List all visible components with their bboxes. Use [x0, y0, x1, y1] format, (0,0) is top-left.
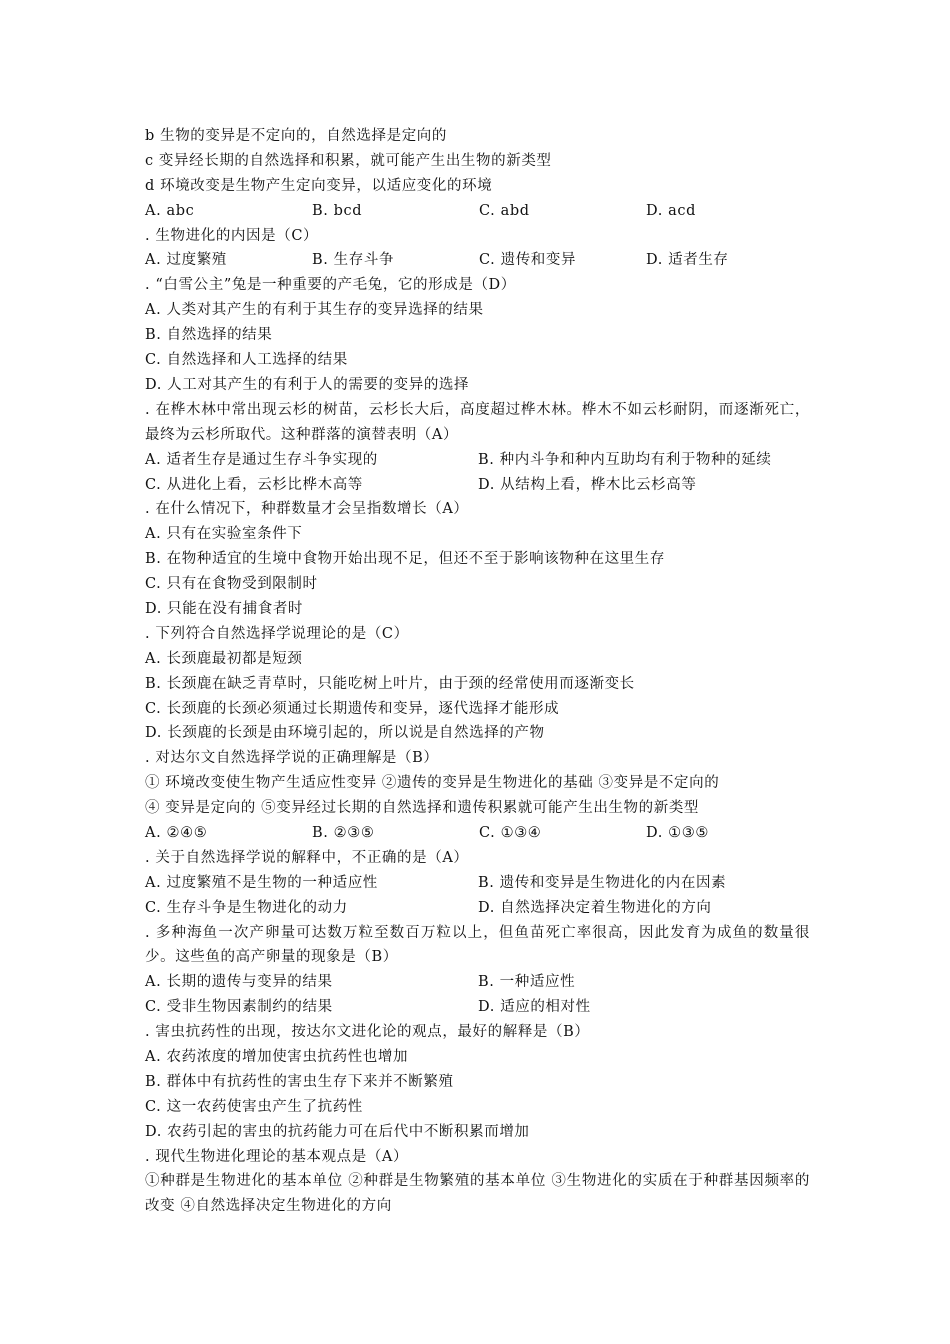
option-item: D. acd	[646, 202, 696, 219]
option-item: A. ②④⑤	[145, 824, 208, 841]
option-item: D. 适者生存	[646, 252, 729, 269]
text-line: C. 只有在食物受到限制时	[145, 576, 318, 593]
text-line: . 对达尔文自然选择学说的正确理解是（B）	[145, 750, 439, 767]
option-item: C. 从进化上看，云杉比桦木高等	[145, 476, 363, 493]
text-line: B. 自然选择的结果	[145, 327, 273, 344]
option-item: D. ①③⑤	[646, 824, 709, 841]
option-item: C. abd	[479, 202, 530, 219]
text-line: . 下列符合自然选择学说理论的是（C）	[145, 625, 409, 642]
text-line: ① 环境改变使生物产生适应性变异 ②遗传的变异是生物进化的基础 ③变异是不定向的	[145, 775, 720, 792]
option-item: C. 生存斗争是生物进化的动力	[145, 899, 348, 916]
option-item: A. 适者生存是通过生存斗争实现的	[145, 451, 378, 468]
text-line: A. 农药浓度的增加使害虫抗药性也增加	[145, 1049, 409, 1066]
text-line: C. 长颈鹿的长颈必须通过长期遗传和变异，逐代选择才能形成	[145, 700, 560, 717]
option-item: B. 遗传和变异是生物进化的内在因素	[478, 874, 727, 891]
text-line: d 环境改变是生物产生定向变异，以适应变化的环境	[145, 177, 493, 194]
option-item: D. 从结构上看，桦木比云杉高等	[478, 476, 697, 493]
option-row	[145, 821, 810, 846]
text-line: B. 长颈鹿在缺乏青草时，只能吃树上叶片，由于颈的经常使用而逐渐变长	[145, 675, 635, 692]
text-line: D. 只能在没有捕食者时	[145, 600, 304, 617]
option-row	[145, 248, 810, 273]
option-item: B. 生存斗争	[312, 252, 395, 269]
text-line: . 关于自然选择学说的解释中，不正确的是（A）	[145, 849, 469, 866]
text-line: . 害虫抗药性的出现，按达尔文进化论的观点，最好的解释是（B）	[145, 1024, 590, 1041]
text-line: B. 在物种适宜的生境中食物开始出现不足，但还不至于影响该物种在这里生存	[145, 551, 665, 568]
text-line: D. 农药引起的害虫的抗药能力可在后代中不断积累而增加	[145, 1123, 530, 1140]
text-line: . 现代生物进化理论的基本观点是（A）	[145, 1148, 409, 1165]
option-item: C. ①③④	[479, 824, 542, 841]
option-row	[145, 871, 810, 896]
text-line: C. 这一农药使害虫产生了抗药性	[145, 1098, 363, 1115]
text-line: A. 人类对其产生的有利于其生存的变异选择的结果	[145, 302, 484, 319]
option-item: A. 过度繁殖	[145, 252, 227, 269]
option-item: D. 自然选择决定着生物进化的方向	[478, 899, 712, 916]
text-line: A. 只有在实验室条件下	[145, 526, 303, 543]
option-item: A. 过度繁殖不是生物的一种适应性	[145, 874, 378, 891]
text-line: . 生物进化的内因是（C）	[145, 227, 319, 244]
option-item: B. 一种适应性	[478, 974, 576, 991]
text-line: ①种群是生物进化的基本单位 ②种群是生物繁殖的基本单位 ③生物进化的实质在于种群基因频率的改变 ④自然选择决定生物进化的方向	[145, 1173, 810, 1215]
option-row	[145, 970, 810, 995]
text-line: . “白雪公主”兔是一种重要的产毛兔，它的形成是（D）	[145, 277, 516, 294]
text-line: c 变异经长期的自然选择和积累，就可能产生出生物的新类型	[145, 152, 552, 169]
option-row	[145, 199, 810, 224]
text-line: B. 群体中有抗药性的害虫生存下来并不断繁殖	[145, 1073, 454, 1090]
option-item: D. 适应的相对性	[478, 999, 591, 1016]
option-item: A. abc	[145, 202, 195, 219]
option-row	[145, 995, 810, 1020]
option-item: A. 长期的遗传与变异的结果	[145, 974, 333, 991]
text-line: D. 人工对其产生的有利于人的需要的变异的选择	[145, 376, 470, 393]
text-line: A. 长颈鹿最初都是短颈	[145, 650, 303, 667]
option-item: B. bcd	[312, 202, 363, 219]
text-line: C. 自然选择和人工选择的结果	[145, 352, 348, 369]
text-line: ④ 变异是定向的 ⑤变异经过长期的自然选择和遗传积累就可能产生出生物的新类型	[145, 800, 700, 817]
option-item: C. 受非生物因素制约的结果	[145, 999, 333, 1016]
text-line: . 多种海鱼一次产卵量可达数万粒至数百万粒以上，但鱼苗死亡率很高，因此发育为成鱼的数量很少。这些鱼的高产卵量的现象是（B）	[145, 924, 810, 966]
option-item: C. 遗传和变异	[479, 252, 577, 269]
text-line: . 在什么情况下，种群数量才会呈指数增长（A）	[145, 501, 469, 518]
option-item: B. ②③⑤	[312, 824, 375, 841]
option-row	[145, 473, 810, 498]
text-line: b 生物的变异是不定向的，自然选择是定向的	[145, 128, 447, 144]
text-line: . 在桦木林中常出现云杉的树苗，云杉长大后，高度超过桦木林。桦木不如云杉耐阴，而逐渐死亡，最终为云杉所取代。这种群落的演替表明（A）	[145, 401, 810, 443]
option-row	[145, 896, 810, 921]
text-line: D. 长颈鹿的长颈是由环境引起的，所以说是自然选择的产物	[145, 725, 545, 742]
option-item: B. 种内斗争和种内互助均有利于物种的延续	[478, 451, 772, 468]
option-row	[145, 448, 810, 473]
question-list	[145, 124, 810, 1219]
